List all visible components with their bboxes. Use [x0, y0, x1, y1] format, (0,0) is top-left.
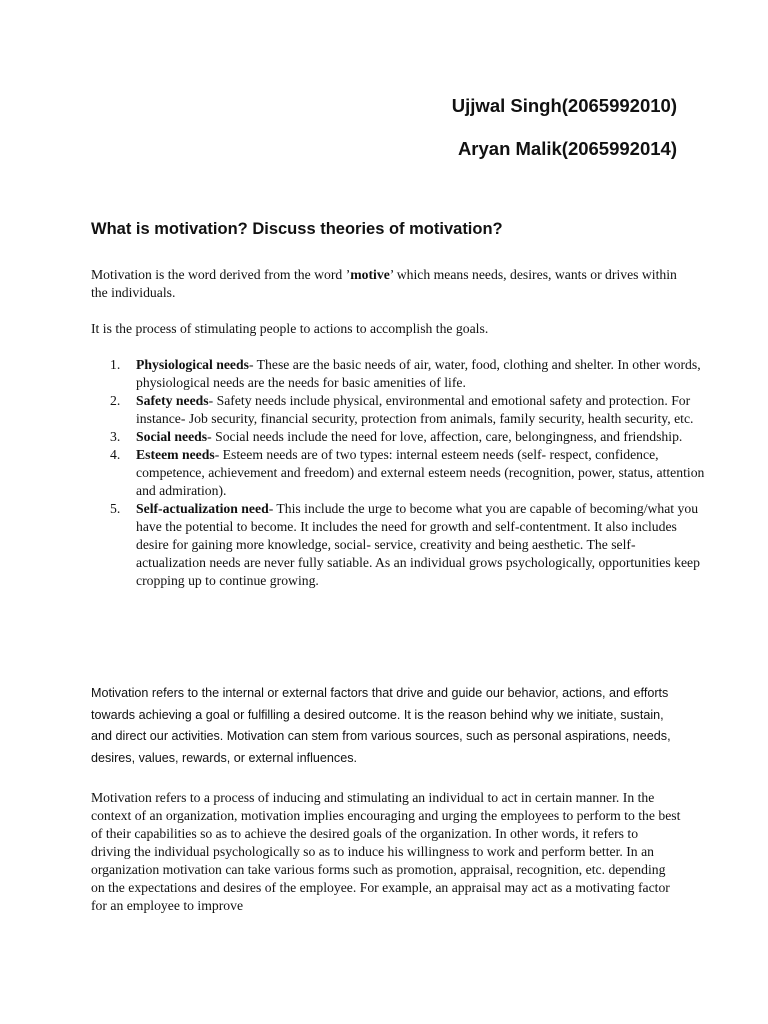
need-description: - This include the urge to become what you are capable of becoming/what you have the potential to become. It includes the need for growth and self-contentment. It also includes desire for gaining more knowledge, social- service, creativity and being aesthetic. The self- actualization needs are never fully satiable. As an individual grows psychologically, opportunities keep cropping up to continue growing. [136, 501, 700, 588]
need-term: Esteem needs [136, 447, 215, 462]
definition-paragraph: Motivation refers to the internal or external factors that drive and guide our behavior, actions, and efforts towards achieving a goal or fulfilling a desired outcome. It is the reason behind why we initiate, sustain, and direct our activities. Motivation can stem from various sources, such as personal aspirations, needs, desires, values, rewards, or external influences. [91, 686, 671, 765]
need-description: - Esteem needs are of two types: internal esteem needs (self- respect, confidence, competence, achievement and freedom) and external esteem needs (recognition, power, status, attention and admiration). [136, 447, 705, 498]
process-paragraph: It is the process of stimulating people to actions to accomplish the goals. [91, 321, 489, 336]
list-number: 4. [110, 447, 121, 462]
needs-list [91, 356, 706, 590]
list-item [110, 392, 706, 428]
need-term: Safety needs [136, 393, 209, 408]
need-term: Self-actualization need [136, 501, 269, 516]
intro-text: Motivation is the word derived from the word ’ [91, 267, 351, 282]
list-item [110, 446, 706, 500]
author-name: Aryan Malik(2065992014) [457, 138, 677, 159]
need-term: Social needs [136, 429, 208, 444]
intro-text: ’ which means needs, desires, wants or drives within the individuals. [91, 267, 677, 300]
need-description: - Safety needs include physical, environmental and emotional safety and protection. For instance- Job security, financial security, protection from animals, family security, health security, etc. [136, 393, 694, 426]
list-number: 5. [110, 501, 121, 516]
list-item [110, 428, 706, 446]
intro-paragraph [91, 266, 691, 302]
need-term: Physiological needs [136, 357, 249, 372]
list-item [110, 356, 706, 392]
list-item [110, 500, 706, 590]
question-heading: What is motivation? Discuss theories of motivation? [91, 220, 503, 238]
list-number: 1. [110, 357, 121, 372]
organization-paragraph: Motivation refers to a process of inducing and stimulating an individual to act in certain manner. In the context of an organization, motivation implies encouraging and urging the employees to perform to the best of their capabilities so as to achieve the desired goals of the organization. In other words, it refers to driving the individual psychologically so as to induce his willingness to work and perform better. In an organization motivation can take various forms such as promotion, appraisal, recognition, etc. depending on the expectations and desires of the employee. For example, an appraisal may act as a motivating factor for an employee to improve [91, 790, 681, 913]
author-name: Ujjwal Singh(2065992010) [451, 95, 677, 116]
author-block [452, 92, 677, 178]
need-description: - These are the basic needs of air, water, food, clothing and shelter. In other words, physiological needs are the needs for basic amenities of life. [136, 357, 701, 390]
intro-bold-word: motive [350, 267, 390, 282]
list-number: 2. [110, 393, 121, 408]
need-description: - Social needs include the need for love, affection, care, belongingness, and friendship. [207, 429, 683, 444]
list-number: 3. [110, 429, 121, 444]
